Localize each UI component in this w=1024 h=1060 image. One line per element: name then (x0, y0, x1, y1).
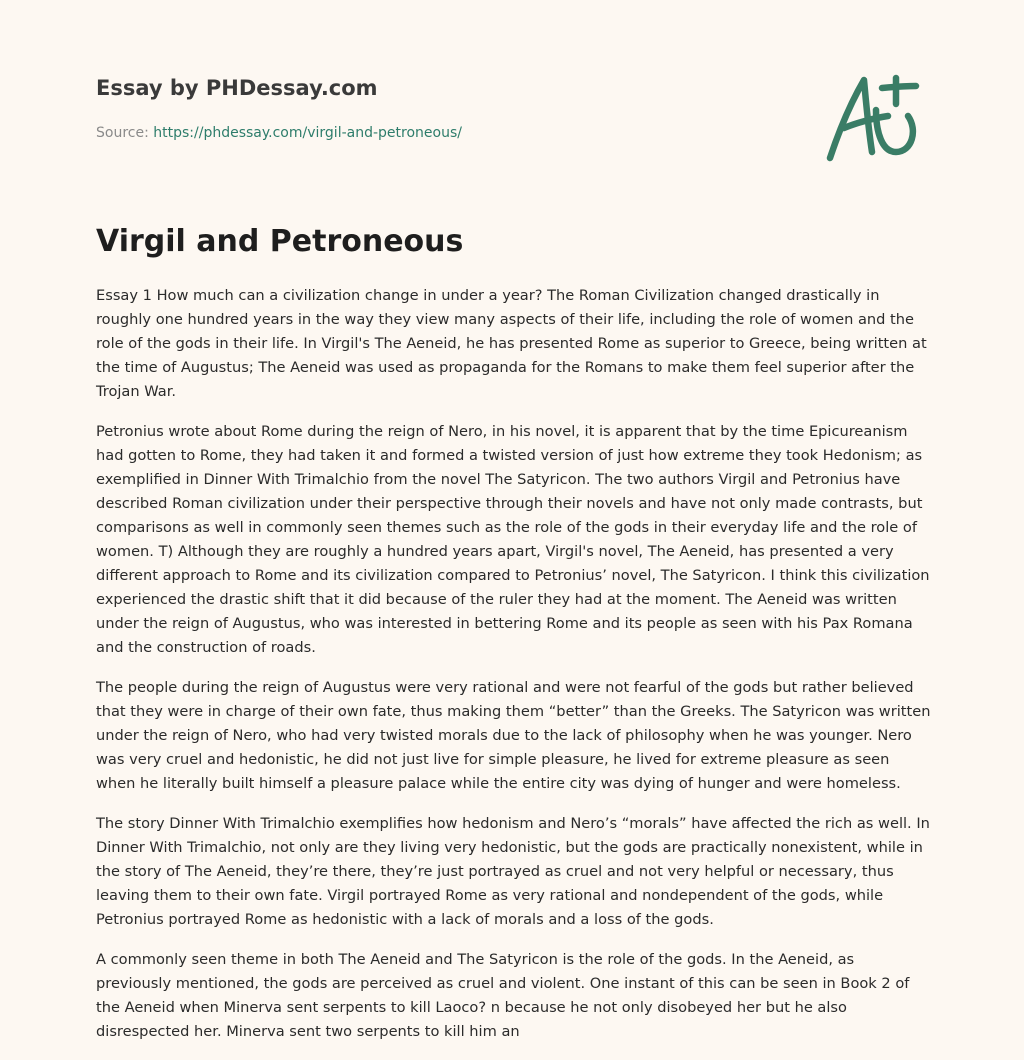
a-plus-logo-icon (820, 66, 930, 166)
essay-paragraph: The story Dinner With Trimalchio exemplifies how hedonism and Nero’s “morals” have affected the rich as well. In Dinner With Trimalchio, not only are they living very hedonistic, but the gods are practically nonexistent, while in the story of The Aeneid, they’re there, they’re just portrayed as cruel and not very helpful or necessary, thus leaving them to their own fate. Virgil portrayed Rome as very rational and nondependent of the gods, while Petronius portrayed Rome as hedonistic with a lack of morals and a loss of the gods. (96, 815, 930, 928)
source-line (96, 125, 462, 141)
essay-body (96, 284, 932, 1060)
essay-title: Virgil and Petroneous (96, 224, 464, 259)
essay-paragraph: Essay 1 How much can a civilization change in under a year? The Roman Civilization changed drastically in roughly one hundred years in the way they view many aspects of their life, including the role of women and the role of the gods in their life. In Virgil's The Aeneid, he has presented Rome as superior to Greece, being written at the time of Augustus; The Aeneid was used as propaganda for the Romans to make them feel superior after the Trojan War. (96, 287, 927, 400)
essay-paragraph: A commonly seen theme in both The Aeneid and The Satyricon is the role of the gods. In the Aeneid, as previously mentioned, the gods are perceived as cruel and violent. One instant of this can be seen in Book 2 of the Aeneid when Minerva sent serpents to kill Laoco? n because he not only disobeyed her but he also disrespected her. Minerva sent two serpents to kill him an (96, 951, 910, 1040)
essay-paragraph: The people during the reign of Augustus were very rational and were not fearful of the gods but rather believed that they were in charge of their own fate, thus making them “better” than the Greeks. The Satyricon was written under the reign of Nero, who had very twisted morals due to the lack of philosophy when he was younger. Nero was very cruel and hedonistic, he did not just live for simple pleasure, he lived for extreme pleasure as seen when he literally built himself a pleasure palace while the entire city was dying of hunger and were homeless. (96, 679, 931, 792)
source-label: Source: (96, 125, 154, 141)
site-brand: Essay by PHDessay.com (96, 76, 378, 100)
source-link[interactable]: https://phdessay.com/virgil-and-petroneous/ (153, 125, 462, 141)
essay-paragraph: Petronius wrote about Rome during the reign of Nero, in his novel, it is apparent that by the time Epicureanism had gotten to Rome, they had taken it and formed a twisted version of just how extreme they took Hedonism; as exemplified in Dinner With Trimalchio from the novel The Satyricon. The two authors Virgil and Petronius have described Roman civilization under their perspective through their novels and have not only made contrasts, but comparisons as well in commonly seen themes such as the role of the gods in their everyday life and the role of women. T) Although they are roughly a hundred years apart, Virgil's novel, The Aeneid, has presented a very different approach to Rome and its civilization compared to Petronius’ novel, The Satyricon. I think this civilization experienced the drastic shift that it did because of the ruler they had at the moment. The Aeneid was written under the reign of Augustus, who was interested in bettering Rome and its people as seen with his Pax Romana and the construction of roads. (96, 423, 930, 656)
